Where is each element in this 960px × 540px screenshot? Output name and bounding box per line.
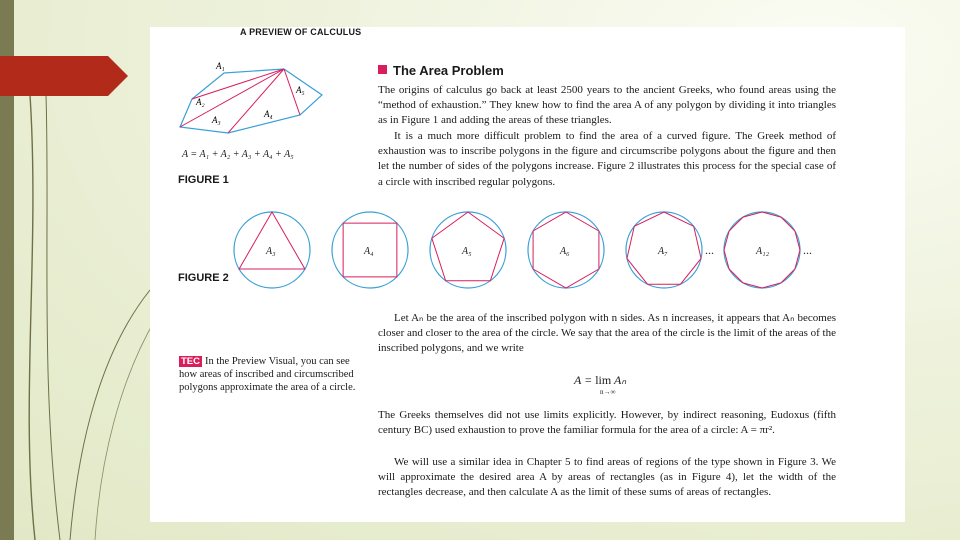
figure2-polygon-label: A₁₂: [756, 246, 770, 257]
page-header: A PREVIEW OF CALCULUS: [240, 27, 362, 37]
tec-side-note: TEC In the Preview Visual, you can see how areas of inscribed and circumscribed polygons approximate the area of a circle.: [179, 356, 356, 394]
figure2-polygon-label: A₇: [658, 246, 668, 257]
figure2-ellipsis: ...: [803, 243, 812, 257]
tec-badge: TEC: [181, 356, 200, 367]
paragraph-3: Let Aₙ be the area of the inscribed polygon with n sides. As n increases, it appears that Aₙ becomes closer and closer to the area of the circle. We say that the area of the circle is the limit of the areas of the inscribed polygons, and we write: [378, 312, 836, 355]
figure1-label-a5: A₅: [296, 85, 305, 95]
paragraph-4: The Greeks themselves did not use limits explicitly. However, by indirect reasoning, Eudoxus (fifth century BC) used exhaustion to prove the familiar formula for the area of a circle: A = πr².: [378, 409, 836, 437]
paragraph-5: We will use a similar idea in Chapter 5 to find areas of regions of the type shown in Figure 3. We will approximate the desired area A by areas of rectangles (as in Figure 4), let the width of the rectangles decrease, and then calculate A as the limit of these sums of areas of rectangles.: [378, 456, 836, 499]
figure1-label-a2: A₂: [196, 97, 205, 107]
paragraph-1: The origins of calculus go back at least 2500 years to the ancient Greeks, who found areas using the “method of exhaustion.” They knew how to find the area A of any polygon by dividing it into triangles as in Figure 1 and adding the areas of these triangles.: [378, 84, 836, 127]
figure1-label-a4: A₄: [264, 109, 273, 119]
figure1-caption: FIGURE 1: [178, 174, 229, 186]
section-title: The Area Problem: [378, 63, 504, 78]
figure1-equation: A = A₁ + A₂ + A₃ + A₄ + A₅: [182, 149, 294, 160]
figure2-caption: FIGURE 2: [178, 272, 229, 284]
figure2-inscribed-polygons: [230, 209, 850, 291]
figure1-polygon-diagram: [172, 57, 342, 137]
slide-accent-arrow: [0, 56, 128, 96]
paragraph-2: It is a much more difficult problem to find the area of a curved figure. The Greek method of exhaustion was to inscribe polygons in the figure and circumscribe polygons about the figure and then let the number of sides of the polygons increase. Figure 2 illustrates this process for the special case of a circle with inscribed regular polygons.: [378, 130, 836, 188]
section-marker-icon: [378, 65, 387, 74]
textbook-page: [150, 27, 905, 522]
figure2-ellipsis: ...: [705, 243, 714, 257]
figure2-polygon-label: A₅: [462, 246, 472, 257]
figure2-polygon: [239, 212, 305, 269]
figure2-polygon-label: A₄: [364, 246, 374, 257]
limit-formula: A = lim Aₙ n→∞: [574, 373, 627, 396]
figure1-label-a1: A₁: [216, 61, 225, 71]
figure2-polygon-label: A₆: [560, 246, 570, 257]
figure2-polygon-label: A₃: [266, 246, 276, 257]
figure1-label-a3: A₃: [212, 115, 221, 125]
